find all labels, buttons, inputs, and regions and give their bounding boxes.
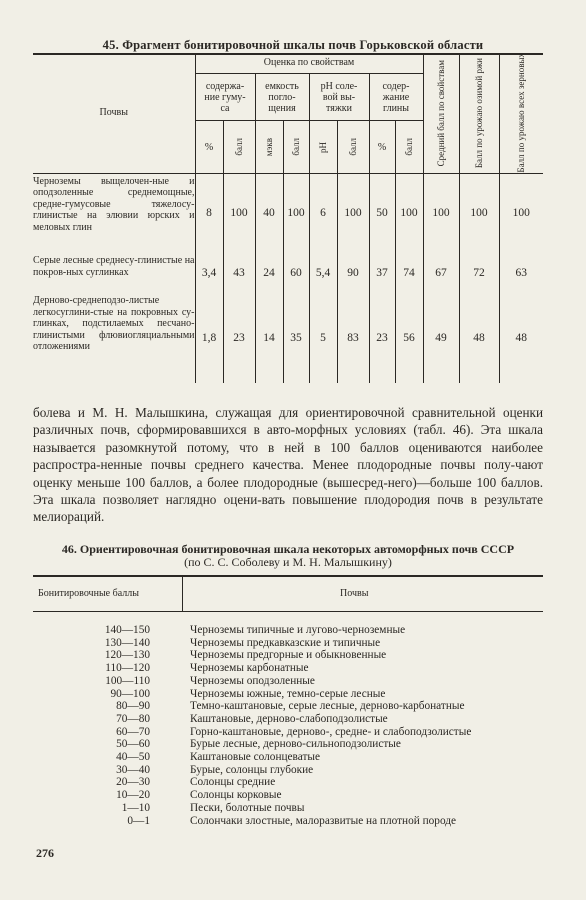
cell: 60	[283, 253, 309, 293]
soil-cell: Солонцы средние	[190, 776, 276, 789]
score-cell: 40—50	[116, 751, 150, 764]
sub-humus-score: балл	[223, 121, 255, 173]
soil-row-1: Черноземы выщелочен-ные и оподзоленные среднемощные, средне-гумусовые тяжелосу-глинистые на элювии юрских и меловых глин	[33, 175, 195, 233]
cell: 100	[337, 173, 369, 253]
sub-clay-score: балл	[395, 121, 423, 173]
page-number: 276	[36, 846, 54, 860]
sub-cap-score: балл	[283, 121, 309, 173]
col-header-soils-46: Почвы	[340, 588, 369, 599]
soil-cell: Черноземы карбонатные	[190, 662, 309, 675]
soil-cell: Черноземы южные, темно-серые лесные	[190, 687, 386, 700]
cell: 37	[369, 253, 395, 293]
cell: 100	[423, 173, 459, 253]
cell: 67	[423, 253, 459, 293]
score-cell: 100—110	[105, 674, 150, 687]
soil-cell: Черноземы предкавказские и типичные	[190, 636, 381, 649]
cell: 72	[459, 253, 499, 293]
score-cell: 130—140	[104, 636, 150, 649]
score-cell: 70—80	[116, 712, 150, 725]
table-45	[33, 53, 543, 383]
cell: 83	[337, 293, 369, 383]
col-header-soils: Почвы	[33, 53, 195, 173]
soil-cell: Черноземы оподзоленные	[190, 674, 315, 687]
cell: 56	[395, 293, 423, 383]
score-cell: 90—100	[110, 687, 150, 700]
cell: 5	[309, 293, 337, 383]
cell: 8	[195, 173, 223, 253]
sub-clay-pct: %	[369, 121, 395, 173]
col-header-props: Оценка по свойствам	[195, 53, 423, 73]
score-cell: 20—30	[116, 776, 150, 789]
cell: 100	[395, 173, 423, 253]
score-cell: 1—10	[121, 801, 150, 814]
table-46-top-rule	[33, 575, 543, 577]
table-45-body	[33, 173, 543, 383]
soil-cell: Пески, болотные почвы	[190, 801, 305, 814]
table-46-scores	[40, 624, 150, 827]
cell: 43	[223, 253, 255, 293]
table-46-soils	[190, 624, 546, 827]
cell: 74	[395, 253, 423, 293]
score-cell: 30—40	[116, 763, 150, 776]
score-cell: 140—150	[104, 624, 150, 636]
soil-cell: Бурые, солонцы глубокие	[190, 763, 314, 776]
cell: 40	[255, 173, 283, 253]
soil-cell: Солончаки злостные, малоразвитые на плотной породе	[190, 814, 457, 827]
cell: 48	[459, 293, 499, 383]
table-46-subtitle: (по С. С. Соболеву и М. Н. Малышкину)	[184, 555, 392, 569]
col-header-avg: Средний балл по свойствам	[423, 53, 459, 173]
col-header-grain: Балл по урожаю всех зерновых	[499, 53, 543, 173]
cell: 23	[369, 293, 395, 383]
score-cell: 120—130	[104, 649, 150, 662]
soil-cell: Темно-каштановые, серые лесные, дерново-карбонатные	[190, 700, 465, 713]
cell: 6	[309, 173, 337, 253]
cell: 3,4	[195, 253, 223, 293]
soil-cell: Каштановые солонцеватые	[190, 751, 320, 764]
soil-cell: Солонцы корковые	[190, 789, 282, 802]
table-46-title	[33, 543, 543, 569]
score-cell: 10—20	[116, 789, 150, 802]
table-46-header-divider	[182, 575, 183, 611]
cell: 48	[499, 293, 543, 383]
score-cell: 80—90	[116, 700, 150, 713]
soil-cell: Бурые лесные, дерново-сильноподзолистые	[190, 738, 401, 751]
score-cell: 60—70	[116, 725, 150, 738]
group-capacity: емкость погло- щения	[255, 73, 309, 121]
soil-row-2: Серые лесные среднесу-глинистые на покров-ных суглинках	[33, 255, 195, 278]
body-paragraph: болева и М. Н. Малышкина, служащая для ориентировочной сравнительной оценки различных почв, сформировавшихся в авто-морфных условиях (табл. 46). Эта шкала называется разомкнутой потому, что в ней в 100 баллов оцениваются наиболее распростра-ненные почвы среднего качества. Менее плодородные почвы полу-чают оценку меньше 100 баллов, а более плодородные (вышесред-него)—больше 100 баллов. Эта шкала позволяет наглядно оцени-вать повышение плодородия почв в результате мелиораций.	[33, 405, 543, 525]
table-46-title-text: 46. Ориентировочная бонитировочная шкала некоторых автоморфных почв СССР	[61, 542, 515, 556]
cell: 14	[255, 293, 283, 383]
col-header-scores: Бонитировочные баллы	[38, 588, 139, 599]
cell: 23	[223, 293, 255, 383]
group-clay: содер- жание глины	[369, 73, 423, 121]
cell: 1,8	[195, 293, 223, 383]
score-cell: 0—1	[127, 814, 150, 827]
cell: 100	[283, 173, 309, 253]
cell: 35	[283, 293, 309, 383]
col-header-rye: Балл по урожаю озимой ржи	[459, 53, 499, 173]
group-ph: pH соле- вой вы- тяжки	[309, 73, 369, 121]
table-45-title: 45. Фрагмент бонитировочной шкалы почв Горьковской области	[102, 38, 484, 52]
soil-cell: Горно-каштановые, дерново-, средне- и слабоподзолистые	[190, 725, 472, 738]
cell: 24	[255, 253, 283, 293]
sub-ph: pH	[309, 121, 337, 173]
soil-cell: Каштановые, дерново-слабоподзолистые	[190, 712, 388, 725]
cell: 63	[499, 253, 543, 293]
sub-cap-mekv: мэкв	[255, 121, 283, 173]
table-46-header-rule	[33, 611, 543, 612]
soil-row-3: Дерново-среднеподзо-листые легкосуглини-стые на покровных су-глинках, подстилаемых песчано-глинистыми флювиогляциальными отложениями	[33, 295, 195, 353]
cell: 100	[499, 173, 543, 253]
score-cell: 50—60	[116, 738, 150, 751]
cell: 100	[223, 173, 255, 253]
sub-ph-score: балл	[337, 121, 369, 173]
cell: 100	[459, 173, 499, 253]
group-humus: содержа- ние гуму- са	[195, 73, 255, 121]
cell: 50	[369, 173, 395, 253]
cell: 49	[423, 293, 459, 383]
cell: 90	[337, 253, 369, 293]
score-cell: 110—120	[105, 662, 150, 675]
soil-cell: Черноземы типичные и лугово-черноземные	[190, 624, 406, 636]
sub-humus-pct: %	[195, 121, 223, 173]
cell: 5,4	[309, 253, 337, 293]
soil-cell: Черноземы предгорные и обыкновенные	[190, 649, 387, 662]
